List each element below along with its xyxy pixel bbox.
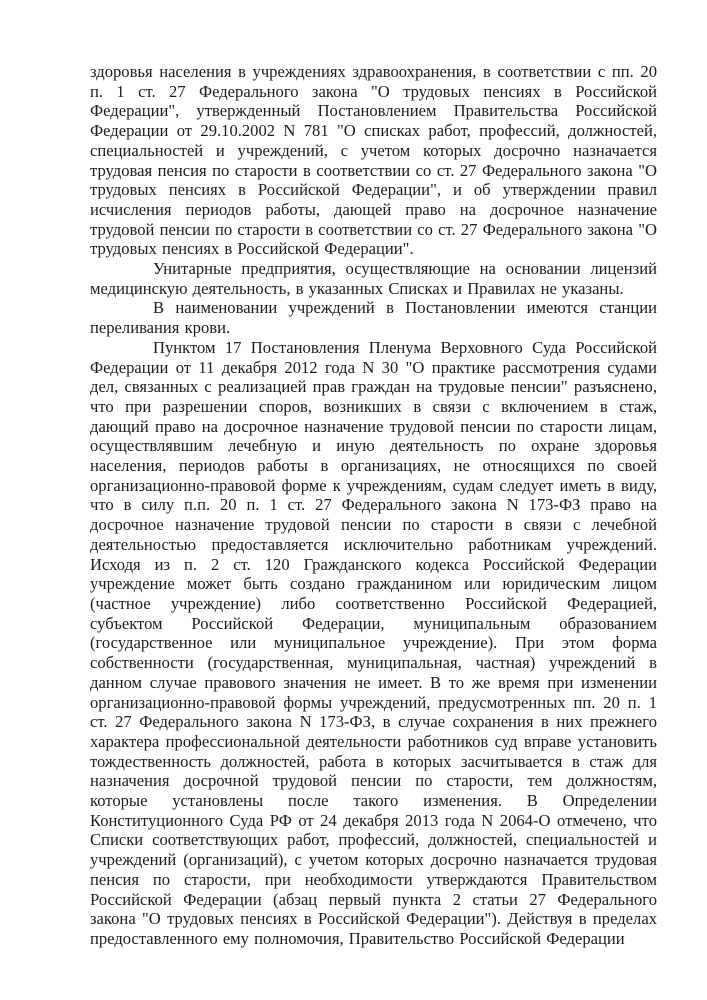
paragraph-blood-transfusion-stations: В наименовании учреждений в Постановлении имеются станции переливания крови. [90, 298, 657, 338]
paragraph-continuation: здоровья населения в учреждениях здравоохранения, в соответствии с пп. 20 п. 1 ст. 27 Федерального закона "О трудовых пенсиях в Российской Федерации", утвержденный Постановлением Правительства Российской Федерации от 29.10.2002 N 781 "О списках работ, профессий, должностей, специальностей и учреждений, с учетом которых досрочно назначается трудовая пенсия по старости в соответствии со ст. 27 Федерального закона "О трудовых пенсиях в Российской Федерации", и об утверждении правил исчисления периодов работы, дающей право на досрочное назначение трудовой пенсии по старости в соответствии со ст. 27 Федерального закона "О трудовых пенсиях в Российской Федерации". [90, 62, 657, 259]
paragraph-plenum-point-17: Пунктом 17 Постановления Пленума Верховного Суда Российской Федерации от 11 декабря 2012 года N 30 "О практике рассмотрения судами дел, связанных с реализацией прав граждан на трудовые пенсии" разъяснено, что при разрешении споров, возникших в связи с включением в стаж, дающий право на досрочное назначение трудовой пенсии по старости лицам, осуществлявшим лечебную и иную деятельность по охране здоровья населения, периодов работы в организациях, не относящихся по своей организационно-правовой форме к учреждениям, судам следует иметь в виду, что в силу п.п. 20 п. 1 ст. 27 Федерального закона N 173-ФЗ право на досрочное назначение трудовой пенсии по старости в связи с лечебной деятельностью предоставляется исключительно работникам учреждений. Исходя из п. 2 ст. 120 Гражданского кодекса Российской Федерации учреждение может быть создано гражданином или юридическим лицом (частное учреждение) либо соответственно Российской Федерацией, субъектом Российской Федерации, муниципальным образованием (государственное или муниципальное учреждение). При этом форма собственности (государственная, муниципальная, частная) учреждений в данном случае правового значения не имеет. В то же время при изменении организационно-правовой формы учреждений, предусмотренных пп. 20 п. 1 ст. 27 Федерального закона N 173-ФЗ, в случае сохранения в них прежнего характера профессиональной деятельности работников суд вправе установить тождественность должностей, работа в которых засчитывается в стаж для назначения досрочной трудовой пенсии по старости, тем должностям, которые установлены после такого изменения. В Определении Конституционного Суда РФ от 24 декабря 2013 года N 2064-О отмечено, что Списки соответствующих работ, профессий, должностей, специальностей и учреждений (организаций), с учетом которых досрочно назначается трудовая пенсия по старости, при необходимости утверждаются Правительством Российской Федерации (абзац первый пункта 2 статьи 27 Федерального закона "О трудовых пенсиях в Российской Федерации"). Действуя в пределах предоставленного ему полномочия, Правительство Российской Федерации [90, 337, 657, 948]
paragraph-unitary-enterprises: Унитарные предприятия, осуществляющие на основании лицензий медицинскую деятельность, в указанных Списках и Правилах не указаны. [90, 259, 657, 298]
